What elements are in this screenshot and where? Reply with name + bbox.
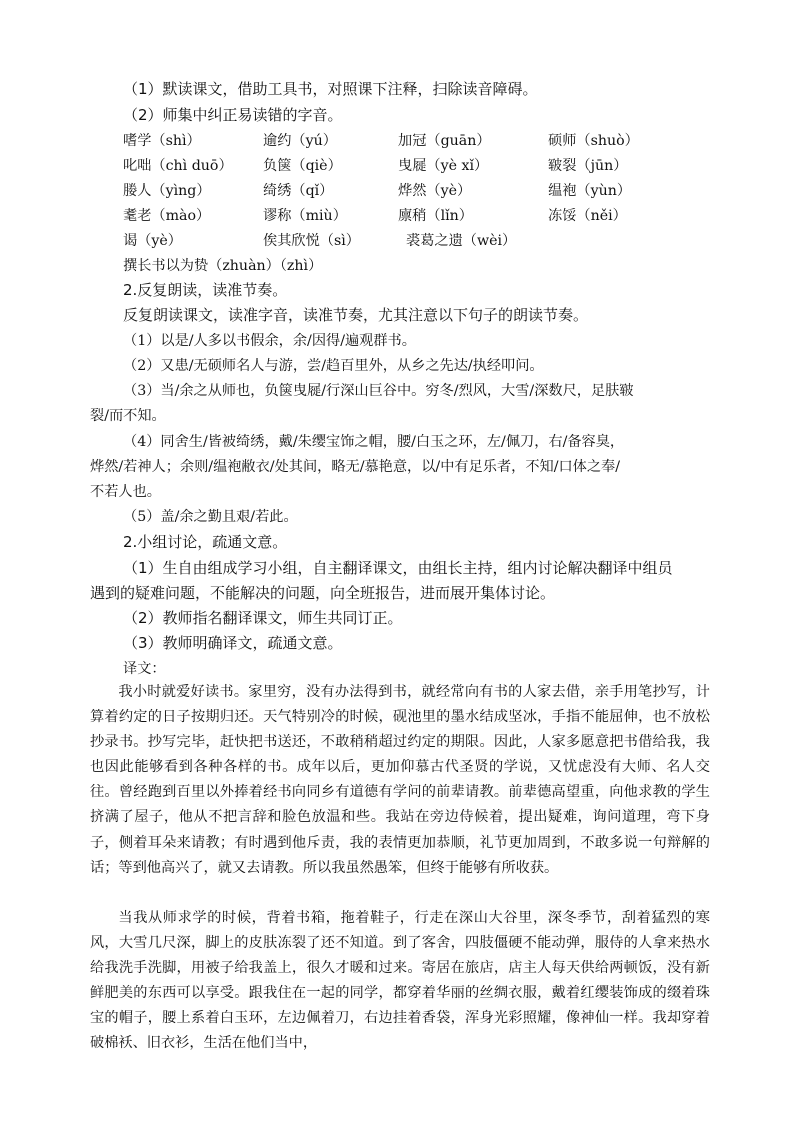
pron-item: 绮绣（qǐ） bbox=[263, 183, 334, 199]
translation-text: 我小时就爱好读书。家里穷，没有办法得到书，就经常向有书的人家去借，亲手用笔抄写，计算着约定的日子按期归还。天气特别冷的时候，砚池里的墨水结成坚冰，手指不能屈伸，也不放松抄录书。抄写完毕，赶快把书送还，不敢稍稍超过约定的期限。因此，人家多愿意把书借给我，我也因此能够看到各种各样的书。成年以后，更加仰慕古代圣贤的学说，又忧虑没有大师、名人交往。曾经跑到百里以外捧着经书向同乡有道德有学问的前辈请教。前辈德高望重，向他求教的学生挤满了屋子，他从不把言辞和脸色放温和些。我站在旁边侍候着，提出疑难，询问道理，弯下身子，侧着耳朵来请教；有时遇到他斥责，我的表情更加恭顺，礼节更加周到，不敢多说一句辩解的话；等到他高兴了，就又去请教。所以我虽然愚笨，但终于能够有所收获。 bbox=[90, 684, 710, 876]
section-title-discussion: 2.小组讨论，疏通文意。 bbox=[123, 533, 288, 551]
pron-item: 廪稍（lǐn） bbox=[398, 208, 473, 224]
pron-item: 俟其欣悦（sì） bbox=[263, 233, 360, 249]
pron-item: 皲裂（jūn） bbox=[548, 158, 628, 174]
discussion-line: 遇到的疑难问题，不能解决的问题，向全班报告，进而展开集体讨论。 bbox=[90, 584, 556, 602]
pron-item: 加冠（guān） bbox=[398, 133, 491, 149]
pron-item: 负箧（qiè） bbox=[263, 158, 342, 174]
pron-item: 耄老（mào） bbox=[123, 208, 211, 224]
pron-item: 叱咄（chì duō） bbox=[123, 158, 233, 174]
pron-item: 撰长书以为贽（zhuàn）（zhì） bbox=[123, 258, 323, 274]
section-title-reading: 2.反复朗读，读准节奏。 bbox=[123, 281, 288, 299]
translation-label: 译文： bbox=[123, 661, 166, 677]
discussion-line: （1）生自由组成学习小组，自主翻译课文，由组长主持，组内讨论解决翻译中组员 bbox=[123, 559, 673, 577]
section-intro-reading: 反复朗读课文，读准字音，读准节奏，尤其注意以下句子的朗读节奏。 bbox=[123, 306, 589, 324]
pron-item: 嗜学（shì） bbox=[123, 133, 201, 149]
rhythm-line: （3）当/余之从师也，负箧曳屣/行深山巨谷中。穷冬/烈风，大雪/深数尺，足肤皲 bbox=[123, 383, 634, 399]
rhythm-line: 烨然/若神人；余则/缊袍敝衣/处其间，略无/慕艳意，以/中有足乐者，不知/口体之奉/ bbox=[90, 459, 621, 475]
translation-text: 当我从师求学的时候，背着书箱，拖着鞋子，行走在深山大谷里，深冬季节，刮着猛烈的寒风，大雪几尺深，脚上的皮肤冻裂了还不知道。到了客舍，四肢僵硬不能动弹，服侍的人拿来热水给我洗手洗脚，用被子给我盖上，很久才暖和过来。寄居在旅店，店主人每天供给两顿饭，没有新鲜肥美的东西可以享受。跟我住在一起的同学，都穿着华丽的丝绸衣服，戴着红缨装饰成的缀着珠宝的帽子，腰上系着白玉环，左边佩着刀，右边挂着香袋，浑身光彩照耀，像神仙一样。我却穿着破棉袄、旧衣衫，生活在他们当中， bbox=[90, 910, 710, 1052]
rhythm-line: （5）盖/余之勤且艰/若此。 bbox=[123, 509, 298, 525]
rhythm-line: （1）以是/人多以书假余，余/因得/遍观群书。 bbox=[123, 333, 416, 349]
pron-item: 媵人（yìng） bbox=[123, 183, 211, 199]
pron-item: 硕师（shuò） bbox=[548, 133, 639, 149]
discussion-line: （3）教师明确译文，疏通文意。 bbox=[123, 634, 343, 652]
pron-item: 冻馁（něi） bbox=[548, 208, 627, 224]
translation-paragraph-2 bbox=[90, 906, 710, 1057]
pron-item: 曳屣（yè xǐ） bbox=[398, 158, 489, 174]
rhythm-line: 不若人也。 bbox=[90, 484, 161, 500]
step-1: （1）默读课文，借助工具书，对照课下注释，扫除读音障碍。 bbox=[123, 80, 538, 98]
step-2: （2）师集中纠正易读错的字音。 bbox=[123, 106, 343, 124]
translation-paragraph-1 bbox=[90, 680, 710, 881]
pron-item: 裘葛之遗（wèi） bbox=[406, 233, 517, 249]
discussion-line: （2）教师指名翻译课文，师生共同订正。 bbox=[123, 609, 403, 627]
rhythm-line: （4）同舍生/皆被绮绣，戴/朱缨宝饰之帽，腰/白玉之环，左/佩刀，右/备容臭， bbox=[123, 434, 625, 450]
rhythm-line: 裂/而不知。 bbox=[90, 408, 166, 424]
pron-item: 谬称（miù） bbox=[263, 208, 347, 224]
pron-item: 烨然（yè） bbox=[398, 183, 472, 199]
rhythm-line: （2）又患/无硕师名人与游，尝/趋百里外，从乡之先达/执经叩问。 bbox=[123, 358, 544, 374]
pron-item: 谒（yè） bbox=[123, 233, 182, 249]
pron-item: 逾约（yú） bbox=[263, 133, 337, 149]
pron-item: 缊袍（yùn） bbox=[548, 183, 632, 199]
